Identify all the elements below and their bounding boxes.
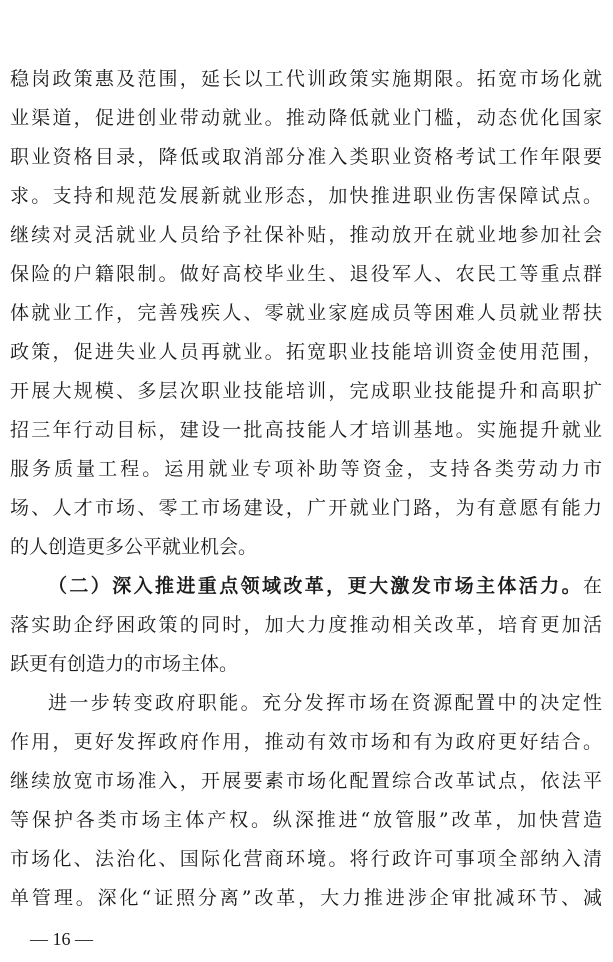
text-line: 招三年行动目标，建设一批高技能人才培训基地。实施提升就业 <box>10 419 602 441</box>
text-line: 保险的户籍限制。做好高校毕业生、退役军人、农民工等重点群 <box>10 263 602 285</box>
text-line: 服务质量工程。运用就业专项补助等资金，支持各类劳动力市 <box>10 458 602 480</box>
text-line: 求。支持和规范发展新就业形态，加快推进职业伤害保障试点。 <box>10 185 602 207</box>
text-line: 单管理。深化“证照分离”改革，大力推进涉企审批减环节、减 <box>10 887 602 909</box>
text-line: 跃更有创造力的市场主体。 <box>10 653 239 675</box>
text-line: 体就业工作，完善残疾人、零就业家庭成员等困难人员就业帮扶 <box>10 302 602 324</box>
document-body <box>10 60 602 918</box>
text-line: 的人创造更多公平就业机会。 <box>10 536 258 558</box>
text-line: 继续对灵活就业人员给予社保补贴，推动放开在就业地参加社会 <box>10 224 602 246</box>
text-line: 稳岗政策惠及范围，延长以工代训政策实施期限。拓宽市场化就 <box>10 68 602 90</box>
text-line: 等保护各类市场主体产权。纵深推进“放管服”改革，加快营造 <box>10 809 602 831</box>
text-fragment: 在 <box>582 575 602 597</box>
text-line: 作用，更好发挥政府作用，推动有效市场和有为政府更好结合。 <box>10 731 602 753</box>
text-line: 场、人才市场、零工市场建设，广开就业门路，为有意愿有能力 <box>10 497 602 519</box>
text-line: 进一步转变政府职能。充分发挥市场在资源配置中的决定性 <box>48 692 602 714</box>
text-line: 政策，促进失业人员再就业。拓宽职业技能培训资金使用范围， <box>10 341 602 363</box>
text-line: 市场化、法治化、国际化营商环境。将行政许可事项全部纳入清 <box>10 848 602 870</box>
text-line: 继续放宽市场准入，开展要素市场化配置综合改革试点，依法平 <box>10 770 602 792</box>
text-line: 职业资格目录，降低或取消部分准入类职业资格考试工作年限要 <box>10 146 602 168</box>
text-line: 开展大规模、多层次职业技能培训，完成职业技能提升和高职扩 <box>10 380 602 402</box>
text-line: 业渠道，促进创业带动就业。推动降低就业门槛，动态优化国家 <box>10 107 602 129</box>
section-heading: （二）深入推进重点领域改革，更大激发市场主体活力。 <box>48 575 583 597</box>
section-heading-line <box>10 567 602 606</box>
page-number: — 16 — <box>30 929 93 949</box>
text-line: 落实助企纾困政策的同时，加大力度推动相关改革，培育更加活 <box>10 614 602 636</box>
